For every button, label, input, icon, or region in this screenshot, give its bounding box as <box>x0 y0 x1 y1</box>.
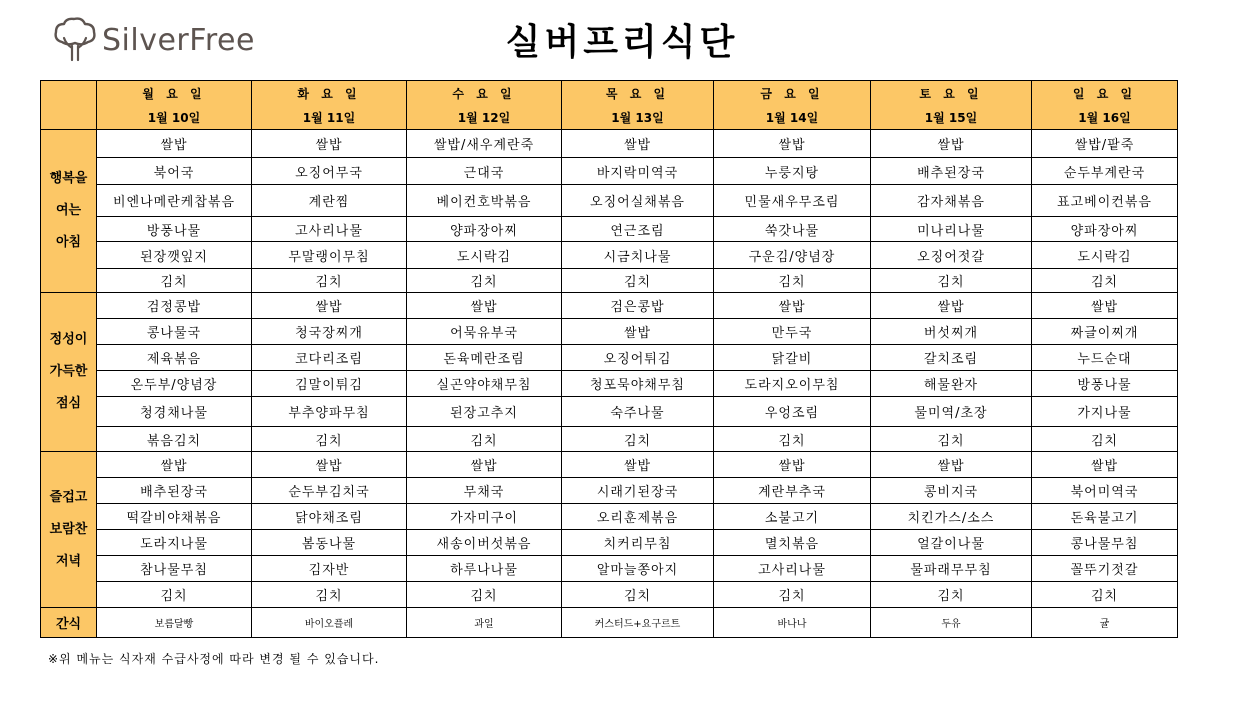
lunch-row <box>41 371 1178 397</box>
menu-cell: 방풍나물 <box>97 217 252 242</box>
day-header-row <box>41 81 1178 106</box>
logo-text: SilverFree <box>102 22 255 58</box>
date-header-row <box>41 105 1178 130</box>
menu-cell: 김치 <box>871 582 1032 608</box>
menu-cell: 청국장찌개 <box>252 319 407 345</box>
menu-cell: 계란부추국 <box>714 478 871 504</box>
lunch-row <box>41 319 1178 345</box>
date-tue: 1월 11일 <box>252 105 407 130</box>
menu-cell: 도라지나물 <box>97 530 252 556</box>
menu-cell: 쌀밥 <box>562 319 714 345</box>
menu-cell: 쌀밥 <box>252 293 407 319</box>
menu-cell: 멸치볶음 <box>714 530 871 556</box>
menu-cell: 치커리무침 <box>562 530 714 556</box>
menu-cell: 쌀밥 <box>407 452 562 478</box>
day-thu: 목 요 일 <box>562 81 714 106</box>
menu-cell: 누드순대 <box>1032 345 1178 371</box>
date-sun: 1월 16일 <box>1032 105 1178 130</box>
menu-cell: 물파래무무침 <box>871 556 1032 582</box>
menu-cell: 닭갈비 <box>714 345 871 371</box>
menu-cell: 쌀밥 <box>871 452 1032 478</box>
menu-cell: 배추된장국 <box>871 158 1032 185</box>
menu-cell: 민물새우무조림 <box>714 185 871 217</box>
lunch-row <box>41 345 1178 371</box>
menu-cell: 순두부계란국 <box>1032 158 1178 185</box>
menu-cell: 두유 <box>871 608 1032 638</box>
menu-cell: 치킨가스/소스 <box>871 504 1032 530</box>
menu-cell: 김치 <box>1032 427 1178 452</box>
breakfast-label <box>41 130 97 293</box>
menu-cell: 김치 <box>252 269 407 293</box>
menu-cell: 비엔나메란케찹볶음 <box>97 185 252 217</box>
day-sun: 일 요 일 <box>1032 81 1178 106</box>
breakfast-label-line: 아침 <box>55 235 82 250</box>
day-sat: 토 요 일 <box>871 81 1032 106</box>
menu-cell: 누룽지탕 <box>714 158 871 185</box>
menu-cell: 김치 <box>1032 269 1178 293</box>
menu-cell: 쌀밥 <box>407 293 562 319</box>
menu-cell: 쌀밥 <box>97 130 252 158</box>
menu-cell: 시래기된장국 <box>562 478 714 504</box>
menu-cell: 순두부김치국 <box>252 478 407 504</box>
menu-cell: 김치 <box>562 582 714 608</box>
day-fri: 금 요 일 <box>714 81 871 106</box>
menu-cell: 해물완자 <box>871 371 1032 397</box>
menu-cell: 된장고추지 <box>407 397 562 427</box>
menu-cell: 도시락김 <box>407 242 562 269</box>
menu-cell: 청경채나물 <box>97 397 252 427</box>
menu-cell: 실곤약야채무침 <box>407 371 562 397</box>
menu-cell: 무채국 <box>407 478 562 504</box>
menu-cell: 김치 <box>714 427 871 452</box>
menu-cell: 보름달빵 <box>97 608 252 638</box>
menu-cell: 돈육메란조림 <box>407 345 562 371</box>
menu-cell: 갈치조림 <box>871 345 1032 371</box>
menu-cell: 구운김/양념장 <box>714 242 871 269</box>
dinner-label-line: 즐겁고 <box>49 489 88 505</box>
menu-cell: 쌀밥 <box>562 452 714 478</box>
menu-cell: 김치 <box>407 427 562 452</box>
menu-cell: 쌀밥 <box>1032 293 1178 319</box>
menu-cell: 청포묵야채무침 <box>562 371 714 397</box>
menu-cell: 도시락김 <box>1032 242 1178 269</box>
menu-cell: 쑥갓나물 <box>714 217 871 242</box>
menu-cell: 돈육불고기 <box>1032 504 1178 530</box>
dinner-section <box>41 452 1178 608</box>
day-mon: 월 요 일 <box>97 81 252 106</box>
menu-cell: 버섯찌개 <box>871 319 1032 345</box>
breakfast-label-line: 여는 <box>55 203 82 218</box>
dinner-label <box>41 452 97 608</box>
menu-cell: 쌀밥 <box>871 130 1032 158</box>
menu-cell: 콩나물국 <box>97 319 252 345</box>
menu-cell: 쌀밥 <box>714 130 871 158</box>
breakfast-row <box>41 185 1178 217</box>
menu-cell: 알마늘쫑아지 <box>562 556 714 582</box>
dinner-label-line: 보람찬 <box>49 521 88 537</box>
menu-cell: 귤 <box>1032 608 1178 638</box>
menu-cell: 베이컨호박볶음 <box>407 185 562 217</box>
menu-cell: 제육볶음 <box>97 345 252 371</box>
menu-cell: 김치 <box>1032 582 1178 608</box>
menu-cell: 새송이버섯볶음 <box>407 530 562 556</box>
menu-cell: 쌀밥 <box>97 452 252 478</box>
menu-cell: 김치 <box>871 427 1032 452</box>
menu-cell: 배추된장국 <box>97 478 252 504</box>
breakfast-row <box>41 242 1178 269</box>
menu-cell: 오리훈제볶음 <box>562 504 714 530</box>
date-thu: 1월 13일 <box>562 105 714 130</box>
menu-table <box>40 80 1178 638</box>
dinner-row <box>41 478 1178 504</box>
menu-cell: 무말랭이무침 <box>252 242 407 269</box>
corner-cell <box>41 81 97 130</box>
menu-cell: 감자채볶음 <box>871 185 1032 217</box>
dinner-row <box>41 556 1178 582</box>
dinner-row <box>41 504 1178 530</box>
date-mon: 1월 10일 <box>97 105 252 130</box>
lunch-row <box>41 397 1178 427</box>
lunch-label <box>41 293 97 452</box>
menu-cell: 양파장아찌 <box>1032 217 1178 242</box>
menu-cell: 쌀밥/새우계란죽 <box>407 130 562 158</box>
menu-cell: 방풍나물 <box>1032 371 1178 397</box>
breakfast-row <box>41 269 1178 293</box>
menu-cell: 검은콩밥 <box>562 293 714 319</box>
menu-cell: 콩비지국 <box>871 478 1032 504</box>
menu-cell: 숙주나물 <box>562 397 714 427</box>
menu-cell: 커스터드+요구르트 <box>562 608 714 638</box>
menu-cell: 김치 <box>252 582 407 608</box>
menu-cell: 어묵유부국 <box>407 319 562 345</box>
menu-cell: 소불고기 <box>714 504 871 530</box>
breakfast-row <box>41 130 1178 158</box>
menu-cell: 봄동나물 <box>252 530 407 556</box>
menu-cell: 검정콩밥 <box>97 293 252 319</box>
menu-cell: 쌀밥 <box>714 452 871 478</box>
menu-cell: 쌀밥 <box>714 293 871 319</box>
menu-cell: 닭야채조림 <box>252 504 407 530</box>
lunch-row <box>41 427 1178 452</box>
menu-cell: 짜글이찌개 <box>1032 319 1178 345</box>
menu-cell: 김치 <box>407 582 562 608</box>
snack-section <box>41 608 1178 638</box>
menu-cell: 볶음김치 <box>97 427 252 452</box>
lunch-section <box>41 293 1178 452</box>
menu-cell: 북어미역국 <box>1032 478 1178 504</box>
menu-cell: 김치 <box>252 427 407 452</box>
menu-cell: 오징어튀김 <box>562 345 714 371</box>
menu-cell: 오징어젓갈 <box>871 242 1032 269</box>
breakfast-row <box>41 158 1178 185</box>
dinner-label-line: 저녁 <box>55 553 82 569</box>
menu-cell: 근대국 <box>407 158 562 185</box>
menu-cell: 물미역/초장 <box>871 397 1032 427</box>
lunch-row <box>41 293 1178 319</box>
day-tue: 화 요 일 <box>252 81 407 106</box>
menu-cell: 오징어실채볶음 <box>562 185 714 217</box>
dinner-row <box>41 530 1178 556</box>
breakfast-label-line: 행복을 <box>49 171 88 186</box>
menu-cell: 바지락미역국 <box>562 158 714 185</box>
date-fri: 1월 14일 <box>714 105 871 130</box>
lunch-label-line: 정성이 <box>49 332 88 347</box>
menu-cell: 고사리나물 <box>714 556 871 582</box>
menu-cell: 고사리나물 <box>252 217 407 242</box>
menu-cell: 쌀밥 <box>252 130 407 158</box>
menu-cell: 김치 <box>871 269 1032 293</box>
lunch-label-line: 가득한 <box>49 364 88 379</box>
date-wed: 1월 12일 <box>407 105 562 130</box>
menu-cell: 쌀밥/팥죽 <box>1032 130 1178 158</box>
menu-change-note: ※위 메뉴는 식자재 수급사정에 따라 변경 될 수 있습니다. <box>48 652 380 666</box>
menu-cell: 코다리조림 <box>252 345 407 371</box>
breakfast-section <box>41 130 1178 293</box>
menu-cell: 연근조림 <box>562 217 714 242</box>
menu-cell: 가지나물 <box>1032 397 1178 427</box>
menu-cell: 바나나 <box>714 608 871 638</box>
menu-cell: 김치 <box>97 582 252 608</box>
menu-cell: 쌀밥 <box>1032 452 1178 478</box>
menu-cell: 김말이튀김 <box>252 371 407 397</box>
menu-cell: 꼴뚜기젓갈 <box>1032 556 1178 582</box>
menu-cell: 과일 <box>407 608 562 638</box>
menu-cell: 만두국 <box>714 319 871 345</box>
menu-cell: 김치 <box>407 269 562 293</box>
menu-cell: 우엉조림 <box>714 397 871 427</box>
snack-label: 간식 <box>41 608 97 638</box>
menu-cell: 바이오플레 <box>252 608 407 638</box>
menu-cell: 온두부/양념장 <box>97 371 252 397</box>
menu-cell: 얼갈이나물 <box>871 530 1032 556</box>
menu-cell: 부추양파무침 <box>252 397 407 427</box>
dinner-row <box>41 582 1178 608</box>
menu-cell: 북어국 <box>97 158 252 185</box>
menu-cell: 김치 <box>562 269 714 293</box>
menu-cell: 김치 <box>714 269 871 293</box>
menu-cell: 오징어무국 <box>252 158 407 185</box>
menu-cell: 쌀밥 <box>871 293 1032 319</box>
menu-cell: 된장깻잎지 <box>97 242 252 269</box>
menu-cell: 표고베이컨볶음 <box>1032 185 1178 217</box>
date-sat: 1월 15일 <box>871 105 1032 130</box>
menu-cell: 하루나나물 <box>407 556 562 582</box>
menu-cell: 김치 <box>97 269 252 293</box>
page-title: 실버프리식단 <box>505 22 739 63</box>
menu-cell: 도라지오이무침 <box>714 371 871 397</box>
menu-cell: 가자미구이 <box>407 504 562 530</box>
menu-cell: 콩나물무침 <box>1032 530 1178 556</box>
menu-cell: 시금치나물 <box>562 242 714 269</box>
menu-cell: 참나물무침 <box>97 556 252 582</box>
menu-cell: 계란찜 <box>252 185 407 217</box>
lunch-label-line: 점심 <box>55 396 82 411</box>
menu-cell: 쌀밥 <box>252 452 407 478</box>
day-wed: 수 요 일 <box>407 81 562 106</box>
breakfast-row <box>41 217 1178 242</box>
menu-cell: 미나리나물 <box>871 217 1032 242</box>
menu-cell: 김치 <box>562 427 714 452</box>
snack-row <box>41 608 1178 638</box>
menu-cell: 김자반 <box>252 556 407 582</box>
menu-cell: 쌀밥 <box>562 130 714 158</box>
menu-cell: 김치 <box>714 582 871 608</box>
menu-cell: 떡갈비야채볶음 <box>97 504 252 530</box>
menu-cell: 양파장아찌 <box>407 217 562 242</box>
dinner-row <box>41 452 1178 478</box>
